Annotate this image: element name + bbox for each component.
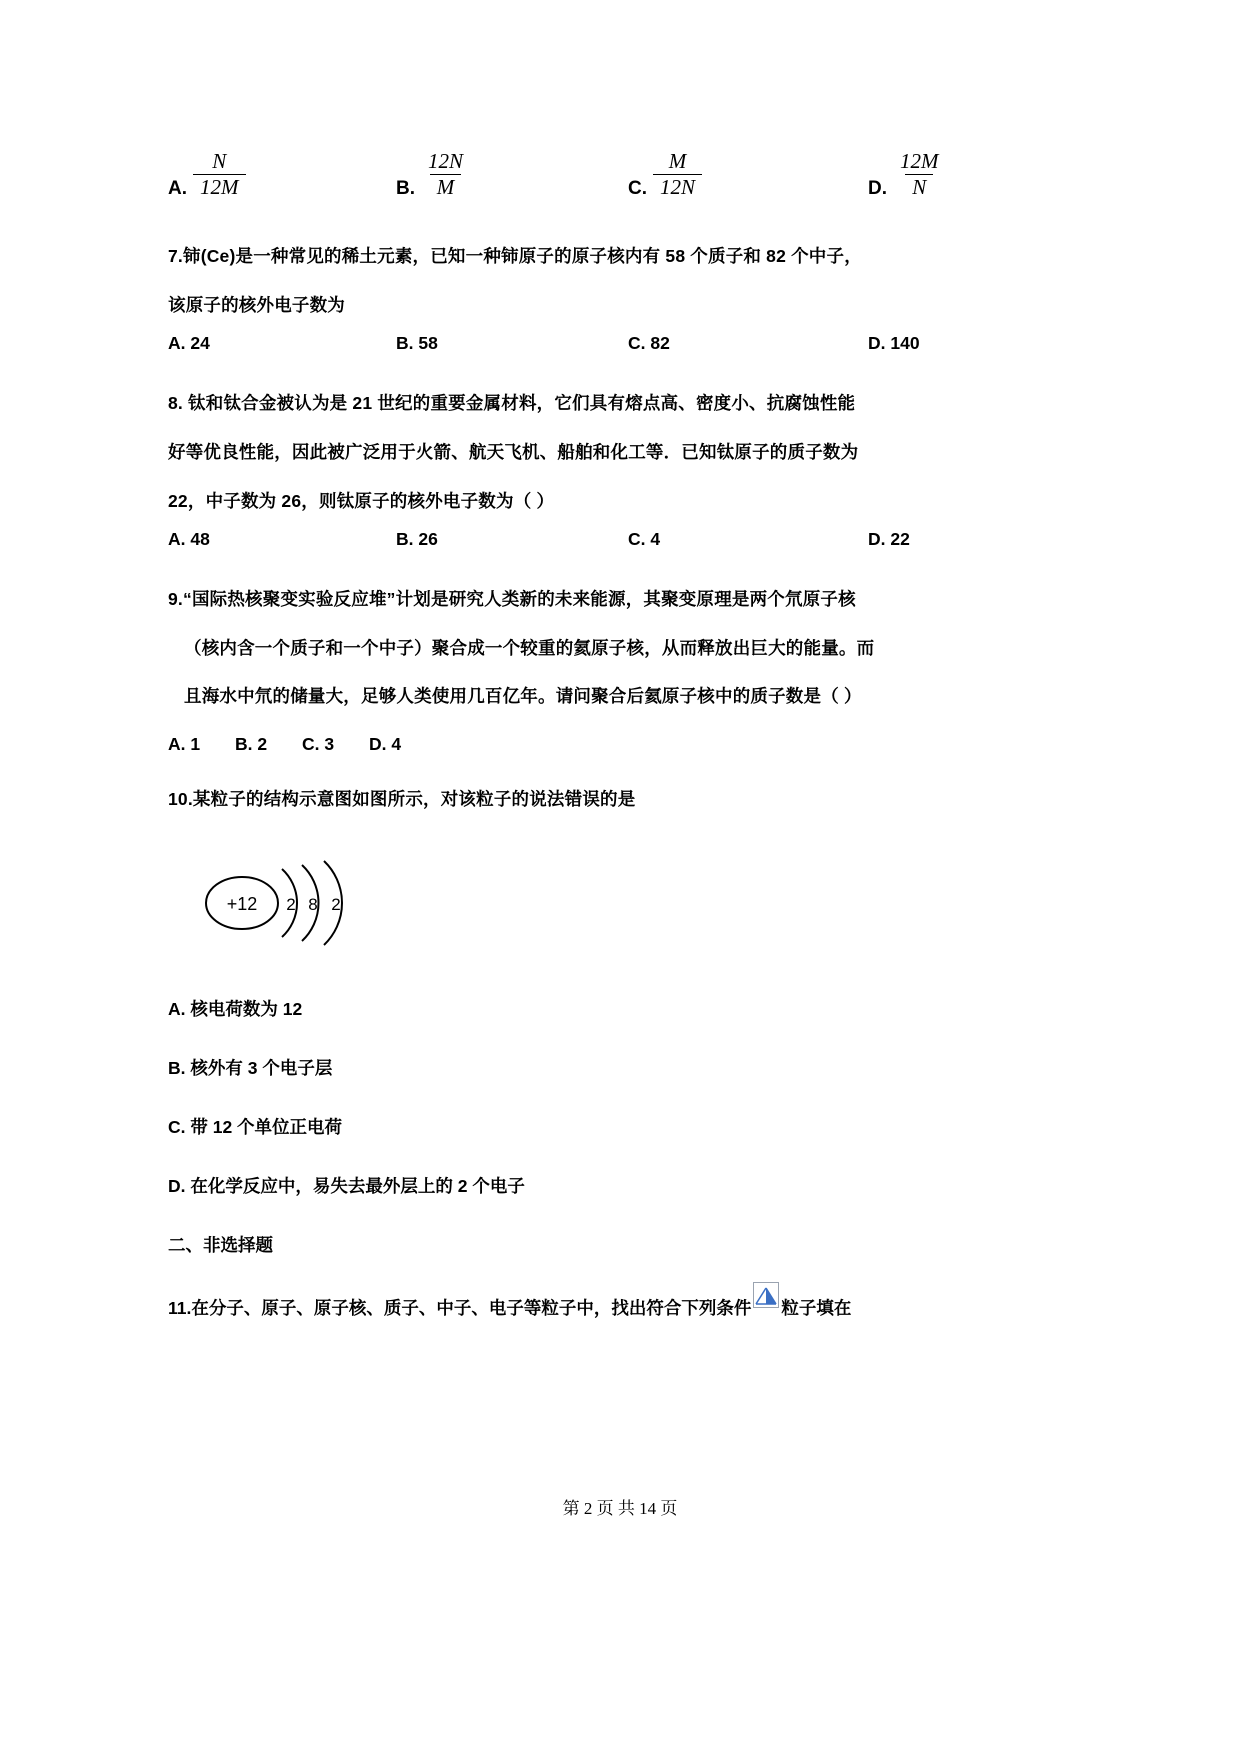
broken-image-icon bbox=[753, 1282, 779, 1308]
question-9-options bbox=[168, 723, 1098, 765]
q6-option-d-numerator: 12M bbox=[900, 148, 939, 173]
q6-options-row bbox=[168, 120, 1098, 200]
q9-option-d[interactable]: D. 4 bbox=[368, 734, 402, 754]
q10-statement-d: D. 在化学反应中，易失去最外层上的 2 个电子 bbox=[168, 1176, 525, 1197]
atom-structure-diagram bbox=[190, 843, 1098, 973]
q9-option-a[interactable]: A. 1 bbox=[168, 734, 201, 754]
question-8-line-3: 22，中子数为 26，则钛原子的核外电子数为（ ） bbox=[168, 490, 555, 511]
q6-option-a-denominator: 12M bbox=[193, 174, 246, 200]
q11-text-after: 粒子填在 bbox=[781, 1298, 852, 1319]
page-number-label: 第 2 页 共 14 页 bbox=[562, 1499, 678, 1518]
q6-option-b-label: B. bbox=[396, 178, 415, 199]
q6-option-c-label: C. bbox=[628, 178, 647, 199]
q10-statement-b: B. 核外有 3 个电子层 bbox=[168, 1058, 333, 1079]
q11-text-before: 11.在分子、原子、原子核、质子、中子、电子等粒子中，找出符合下列条件 bbox=[168, 1298, 752, 1319]
q8-option-a[interactable]: A. 48 bbox=[168, 529, 210, 550]
q9-option-c[interactable]: C. 3 bbox=[301, 734, 335, 754]
q6-option-b-numerator: 12N bbox=[428, 148, 464, 173]
shell-count-1: 2 bbox=[286, 895, 296, 915]
q6-option-c[interactable] bbox=[628, 150, 702, 200]
q6-option-a[interactable] bbox=[168, 150, 246, 200]
question-8-options bbox=[168, 529, 1098, 575]
shell-count-3: 2 bbox=[331, 895, 341, 915]
question-11 bbox=[168, 1294, 1098, 1320]
question-9-line-2: （核内含一个质子和一个中子）聚合成一个较重的氦原子核，从而释放出巨大的能量。而 bbox=[184, 637, 875, 658]
q6-option-d-denominator: N bbox=[905, 174, 933, 200]
page-content bbox=[168, 120, 1098, 1320]
question-8-line-1: 8. 钛和钛合金被认为是 21 世纪的重要金属材料，它们具有熔点高、密度小、抗腐蚀性能 bbox=[168, 393, 856, 414]
shell-count-2: 8 bbox=[308, 895, 318, 915]
q6-option-c-numerator: M bbox=[668, 148, 687, 173]
q7-option-b[interactable]: B. 58 bbox=[396, 333, 438, 354]
question-7-options bbox=[168, 333, 1098, 379]
q6-option-b-fraction bbox=[421, 150, 470, 200]
q7-option-c[interactable]: C. 82 bbox=[628, 333, 670, 354]
q6-option-c-fraction bbox=[653, 150, 702, 200]
section-2-heading: 二、非选择题 bbox=[168, 1235, 273, 1256]
question-8-line-2: 好等优良性能，因此被广泛用于火箭、航天飞机、船舶和化工等．已知钛原子的质子数为 bbox=[168, 441, 859, 462]
q6-option-a-label: A. bbox=[168, 178, 187, 199]
q9-option-b[interactable]: B. 2 bbox=[234, 734, 268, 754]
q10-statement-a: A. 核电荷数为 12 bbox=[168, 999, 303, 1020]
question-9-line-3: 且海水中氘的储量大，足够人类使用几百亿年。请问聚合后氦原子核中的质子数是（ ） bbox=[184, 686, 862, 707]
q7-option-d[interactable]: D. 140 bbox=[868, 333, 920, 354]
q6-option-d-fraction bbox=[893, 150, 946, 200]
q8-option-d[interactable]: D. 22 bbox=[868, 529, 910, 550]
question-7-line-1: 7.铈(Ce)是一种常见的稀土元素，已知一种铈原子的原子核内有 58 个质子和 82 个中子， bbox=[168, 246, 862, 266]
q7-option-a[interactable]: A. 24 bbox=[168, 333, 210, 354]
q6-option-b-denominator: M bbox=[430, 174, 462, 200]
nucleus-charge-label: +12 bbox=[226, 894, 258, 915]
q10-statement-c: C. 带 12 个单位正电荷 bbox=[168, 1117, 343, 1138]
question-7-line-2: 该原子的核外电子数为 bbox=[168, 294, 345, 315]
q8-option-b[interactable]: B. 26 bbox=[396, 529, 438, 550]
atom-diagram-svg bbox=[190, 843, 450, 963]
q6-option-a-fraction bbox=[193, 150, 246, 200]
q6-option-b[interactable] bbox=[396, 150, 470, 200]
page-footer bbox=[0, 1494, 1240, 1519]
question-10-stem: 10.某粒子的结构示意图如图所示，对该粒子的说法错误的是 bbox=[168, 789, 636, 809]
q6-option-d-label: D. bbox=[868, 178, 887, 199]
q6-option-d[interactable] bbox=[868, 150, 946, 200]
q6-option-c-denominator: 12N bbox=[653, 174, 702, 200]
question-9-line-1: 9.“国际热核聚变实验反应堆”计划是研究人类新的未来能源，其聚变原理是两个氘原子核 bbox=[168, 589, 856, 610]
q8-option-c[interactable]: C. 4 bbox=[628, 529, 661, 550]
q6-option-a-numerator: N bbox=[212, 148, 227, 173]
